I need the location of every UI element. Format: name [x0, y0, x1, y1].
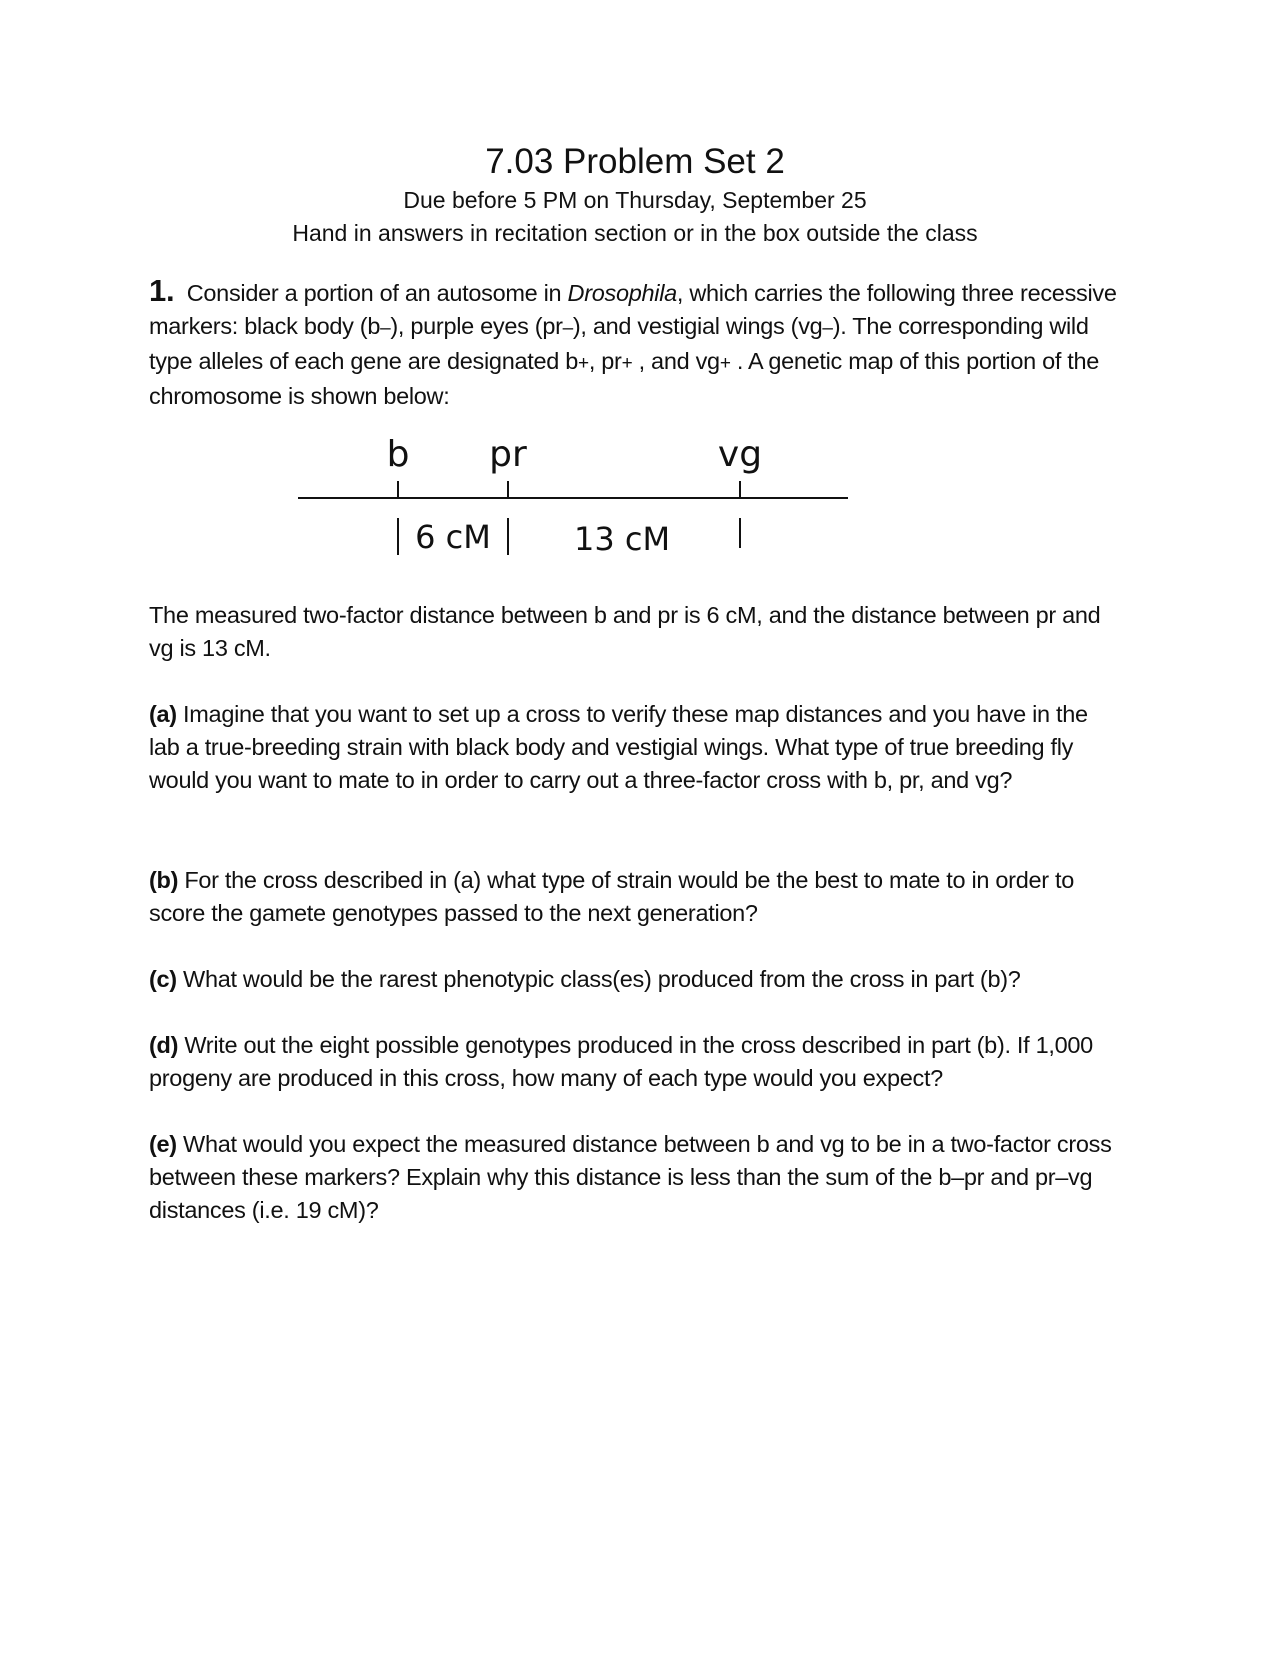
page-title: 7.03 Problem Set 2 — [485, 142, 785, 181]
part-text: Write out the eight possible genotypes produced in the cross described in part (b). If 1,000 progeny are produced in this cross, how many of each type would you expect? — [149, 1032, 1093, 1091]
minus-sign: – — [822, 318, 833, 339]
minus-sign: – — [562, 318, 573, 339]
part-c — [149, 963, 1124, 996]
distance-label-pr-vg: 13 cM — [573, 520, 671, 558]
species-name: Drosophila — [567, 280, 677, 306]
question-number: 1. — [149, 273, 175, 308]
intro-text-c: ), purple eyes (pr — [390, 313, 563, 339]
genetic-map-figure — [0, 430, 1280, 570]
intro-text-b: , which carries the following three recessive markers: black body (b — [149, 280, 1117, 339]
header — [0, 140, 1270, 250]
part-label: (b) — [149, 867, 179, 893]
intro-text-e: ). The corresponding wild type alleles of each gene are designated b — [149, 313, 1089, 374]
gene-label-b: b — [386, 434, 410, 475]
part-text: Imagine that you want to set up a cross to verify these map distances and you have in the lab a true-breeding strain with black body and vestigial wings. What type of true breeding fly would you want to mate to in order to carry out a three-factor cross with b, pr, and vg? — [149, 701, 1088, 793]
plus-sign: + — [578, 353, 589, 374]
part-d — [149, 1029, 1124, 1095]
genetic-map-diagram — [0, 430, 1280, 570]
part-label: (d) — [149, 1032, 179, 1058]
plus-sign: + — [719, 353, 731, 374]
intro-text-f: , pr — [588, 348, 622, 374]
part-label: (e) — [149, 1131, 177, 1157]
hand-in-instructions: Hand in answers in recitation section or in the box outside the class — [292, 220, 978, 246]
gene-label-pr: pr — [489, 434, 527, 475]
gene-label-vg: vg — [717, 434, 763, 475]
intro-text-a: Consider a portion of an autosome in — [186, 280, 568, 306]
due-date: Due before 5 PM on Thursday, September 25 — [403, 187, 867, 213]
part-label: (a) — [149, 701, 177, 727]
part-a — [149, 698, 1124, 797]
part-text: For the cross described in (a) what type of strain would be the best to mate to in order to score the gamete genotypes passed to the next generation? — [149, 867, 1074, 926]
question-1-intro — [149, 274, 1124, 413]
part-text: What would you expect the measured distance between b and vg to be in a two-factor cross between these markers? Explain why this distance is less than the sum of the b–pr and pr–vg distances (i.e. 19 cM)? — [149, 1131, 1112, 1223]
part-text: What would be the rarest phenotypic class(es) produced from the cross in part (b)? — [176, 966, 1021, 992]
intro-text-g: , and vg — [632, 348, 720, 374]
part-label: (c) — [149, 966, 177, 992]
intro-text-h: . A genetic map of this portion of the chromosome is shown below: — [149, 348, 1100, 409]
measured-distance-paragraph: The measured two-factor distance between b and pr is 6 cM, and the distance between pr and vg is 13 cM. — [149, 602, 1101, 661]
plus-sign: + — [621, 353, 633, 374]
intro-text-d: ), and vestigial wings (vg — [572, 313, 823, 339]
part-e — [149, 1128, 1124, 1227]
distance-label-b-pr: 6 cM — [415, 518, 491, 556]
part-b — [149, 864, 1124, 930]
minus-sign: – — [380, 318, 391, 339]
